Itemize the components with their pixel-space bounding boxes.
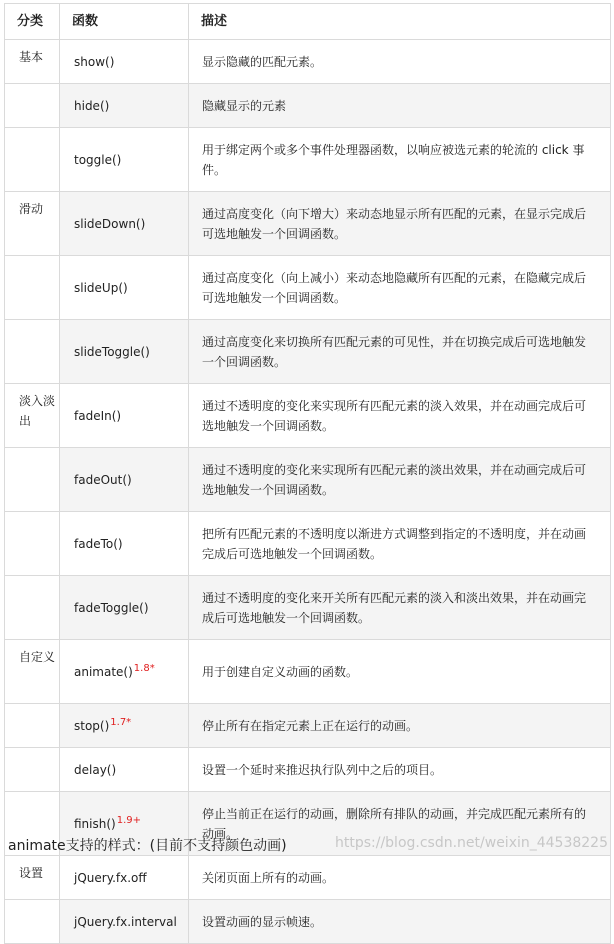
table-row	[5, 128, 611, 192]
table-row	[5, 320, 611, 384]
table-row	[5, 856, 611, 900]
description-cell: 通过不透明度的变化来开关所有匹配元素的淡入和淡出效果，并在动画完成后可选地触发一个回调函数。	[189, 576, 611, 640]
function-name: slideDown()	[74, 216, 146, 231]
function-cell	[60, 856, 189, 900]
function-name: toggle()	[74, 152, 122, 167]
description-cell: 通过不透明度的变化来实现所有匹配元素的淡入效果，并在动画完成后可选地触发一个回调函数。	[189, 384, 611, 448]
category-cell: 设置	[5, 856, 60, 900]
function-name: slideToggle()	[74, 344, 150, 359]
table-row	[5, 748, 611, 792]
description-cell: 用于创建自定义动画的函数。	[189, 640, 611, 704]
function-cell	[60, 192, 189, 256]
function-name: jQuery.fx.interval	[74, 914, 177, 929]
category-cell	[5, 448, 60, 512]
function-name: fadeOut()	[74, 472, 132, 487]
description-cell: 停止所有在指定元素上正在运行的动画。	[189, 704, 611, 748]
description-cell: 关闭页面上所有的动画。	[189, 856, 611, 900]
function-name: stop()	[74, 718, 110, 733]
category-cell	[5, 84, 60, 128]
table-row	[5, 40, 611, 84]
function-cell	[60, 256, 189, 320]
description-cell: 把所有匹配元素的不透明度以渐进方式调整到指定的不透明度，并在动画完成后可选地触发一个回调函数。	[189, 512, 611, 576]
category-cell	[5, 512, 60, 576]
version-badge: 1.8*	[133, 662, 155, 674]
description-cell: 用于绑定两个或多个事件处理器函数，以响应被选元素的轮流的 click 事件。	[189, 128, 611, 192]
description-cell: 通过高度变化来切换所有匹配元素的可见性，并在切换完成后可选地触发一个回调函数。	[189, 320, 611, 384]
category-cell: 自定义	[5, 640, 60, 704]
jquery-effects-table	[4, 3, 611, 944]
function-cell	[60, 320, 189, 384]
description-cell: 停止当前正在运行的动画，删除所有排队的动画，并完成匹配元素所有的动画。	[189, 792, 611, 856]
function-cell	[60, 512, 189, 576]
category-cell	[5, 576, 60, 640]
function-name: show()	[74, 54, 115, 69]
function-name: jQuery.fx.off	[74, 870, 147, 885]
function-cell	[60, 40, 189, 84]
function-cell	[60, 748, 189, 792]
category-cell	[5, 704, 60, 748]
function-cell	[60, 448, 189, 512]
description-cell: 通过高度变化（向上减小）来动态地隐藏所有匹配的元素，在隐藏完成后可选地触发一个回调函数。	[189, 256, 611, 320]
category-cell	[5, 748, 60, 792]
description-cell: 设置动画的显示帧速。	[189, 900, 611, 944]
category-cell: 淡入淡出	[5, 384, 60, 448]
function-cell	[60, 640, 189, 704]
function-name: delay()	[74, 762, 117, 777]
function-name: fadeToggle()	[74, 600, 149, 615]
table-row	[5, 192, 611, 256]
function-name: fadeIn()	[74, 408, 122, 423]
function-cell	[60, 128, 189, 192]
function-cell	[60, 704, 189, 748]
function-cell	[60, 84, 189, 128]
version-badge: 1.9+	[116, 814, 142, 826]
description-cell: 隐藏显示的元素	[189, 84, 611, 128]
version-badge: 1.7*	[110, 716, 132, 728]
header-description: 描述	[189, 4, 611, 40]
description-cell: 通过高度变化（向下增大）来动态地显示所有匹配的元素，在显示完成后可选地触发一个回调函数。	[189, 192, 611, 256]
watermark-url: https://blog.csdn.net/weixin_44538225	[334, 835, 608, 851]
function-name: hide()	[74, 98, 110, 113]
table-row	[5, 704, 611, 748]
function-name: slideUp()	[74, 280, 128, 295]
category-cell	[5, 320, 60, 384]
table-row	[5, 256, 611, 320]
category-cell	[5, 128, 60, 192]
function-cell	[60, 576, 189, 640]
category-cell: 滑动	[5, 192, 60, 256]
category-cell	[5, 900, 60, 944]
animate-styles-note: animate支持的样式：(目前不支持颜色动画)	[8, 838, 287, 854]
header-category: 分类	[5, 4, 60, 40]
category-cell: 基本	[5, 40, 60, 84]
table-row	[5, 384, 611, 448]
description-cell: 设置一个延时来推迟执行队列中之后的项目。	[189, 748, 611, 792]
table-row	[5, 512, 611, 576]
table-header-row	[5, 4, 611, 40]
table-row	[5, 900, 611, 944]
function-cell	[60, 900, 189, 944]
description-cell: 显示隐藏的匹配元素。	[189, 40, 611, 84]
function-name: fadeTo()	[74, 536, 123, 551]
table-row	[5, 640, 611, 704]
description-cell: 通过不透明度的变化来实现所有匹配元素的淡出效果，并在动画完成后可选地触发一个回调函数。	[189, 448, 611, 512]
table-row	[5, 84, 611, 128]
category-cell	[5, 256, 60, 320]
function-name: finish()	[74, 816, 116, 831]
function-name: animate()	[74, 664, 133, 679]
table-row	[5, 448, 611, 512]
table-row	[5, 576, 611, 640]
header-function: 函数	[60, 4, 189, 40]
function-cell	[60, 384, 189, 448]
